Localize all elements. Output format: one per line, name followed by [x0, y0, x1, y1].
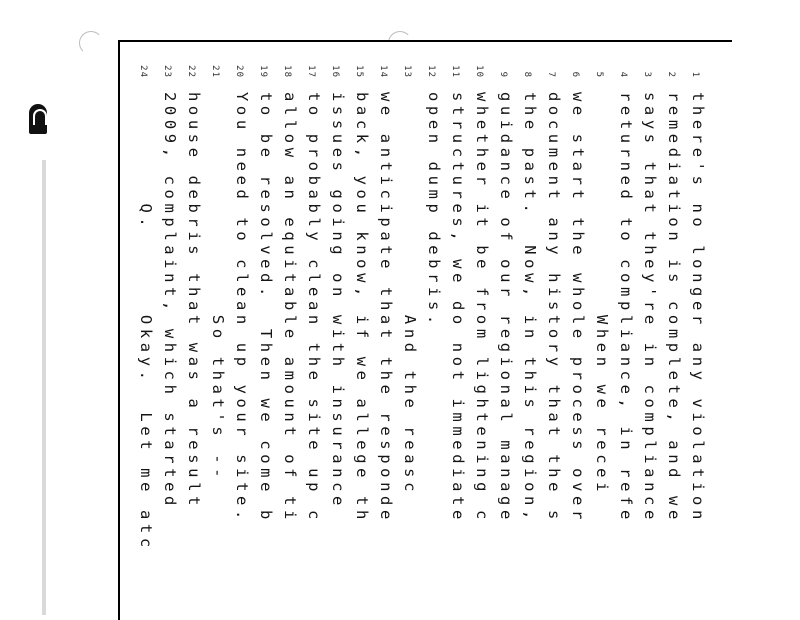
transcript-line	[399, 58, 421, 496]
page-tab-icon	[29, 104, 47, 134]
binder-hole-left	[79, 31, 103, 55]
line-number: 20	[234, 65, 244, 78]
transcript-page	[118, 40, 732, 620]
transcript-line	[543, 58, 565, 524]
line-number: 18	[282, 65, 292, 78]
line-number: 14	[378, 65, 388, 78]
transcript-line	[447, 58, 469, 524]
transcript-line	[351, 58, 373, 524]
transcript-line	[327, 58, 349, 510]
line-number: 12	[426, 65, 436, 78]
transcript-line	[231, 58, 253, 524]
transcript-line	[159, 58, 181, 510]
line-text: back, you know, if we allege th	[353, 92, 371, 524]
transcript-line	[591, 58, 613, 496]
line-number: 11	[450, 65, 460, 78]
line-text: there's no longer any violation	[689, 92, 707, 524]
transcript-line	[639, 58, 661, 524]
margin-shadow	[42, 160, 46, 615]
transcript-line	[255, 58, 277, 524]
line-text: to probably clean the site up c	[305, 92, 323, 524]
line-text: whether it be from lightening c	[473, 92, 491, 524]
line-number: 21	[210, 65, 220, 78]
transcript-line	[567, 58, 589, 524]
line-text: returned to compliance, in refe	[617, 92, 635, 524]
line-number: 16	[330, 65, 340, 78]
line-number: 5	[594, 71, 604, 78]
transcript-line	[207, 58, 229, 482]
transcript-line	[183, 58, 205, 510]
line-text: Q. Okay. Let me atc	[137, 92, 155, 552]
line-number: 2	[666, 71, 676, 78]
transcript-line	[495, 58, 517, 524]
transcript-line	[423, 58, 445, 329]
line-text: the past. Now, in this region,	[521, 92, 539, 524]
line-text: we anticipate that the responde	[377, 92, 395, 524]
transcript-line	[471, 58, 493, 524]
line-text: structures, we do not immediate	[449, 92, 467, 524]
rotated-transcript-body	[118, 58, 709, 620]
line-number: 13	[402, 65, 412, 78]
line-number: 24	[138, 65, 148, 78]
line-number: 17	[306, 65, 316, 78]
transcript-line	[135, 58, 157, 552]
line-text: When we recei	[593, 92, 611, 497]
line-number: 22	[186, 65, 196, 78]
line-text: guidance of our regional manage	[497, 92, 515, 524]
line-number: 10	[474, 65, 484, 78]
line-number: 7	[546, 71, 556, 78]
line-text: open dump debris.	[425, 92, 443, 329]
transcript-line	[687, 58, 709, 524]
line-number: 19	[258, 65, 268, 78]
line-number: 4	[618, 71, 628, 78]
line-number: 6	[570, 71, 580, 78]
transcript-line	[279, 58, 301, 524]
line-text: And the reasc	[401, 92, 419, 497]
line-number: 3	[642, 71, 652, 78]
line-text: issues going on with insurance	[329, 92, 347, 510]
line-number: 9	[498, 71, 508, 78]
line-text: remediation is complete, and we	[665, 92, 683, 524]
transcript-line	[375, 58, 397, 524]
line-text: house debris that was a result	[185, 92, 203, 510]
line-text: 2009, complaint, which started	[161, 92, 179, 510]
transcript-line	[615, 58, 637, 524]
line-number: 15	[354, 65, 364, 78]
transcript-line	[663, 58, 685, 524]
line-text: says that they're in compliance	[641, 92, 659, 524]
line-number: 23	[162, 65, 172, 78]
line-text: So that's --	[209, 92, 227, 483]
line-number: 8	[522, 71, 532, 78]
transcript-line	[519, 58, 541, 524]
transcript-line	[303, 58, 325, 524]
line-text: we start the whole process over	[569, 92, 587, 524]
line-text: document any history that the s	[545, 92, 563, 524]
line-number: 1	[690, 71, 700, 78]
line-text: to be resolved. Then we come b	[257, 92, 275, 524]
line-text: allow an equitable amount of ti	[281, 92, 299, 524]
line-text: You need to clean up your site.	[233, 92, 251, 524]
